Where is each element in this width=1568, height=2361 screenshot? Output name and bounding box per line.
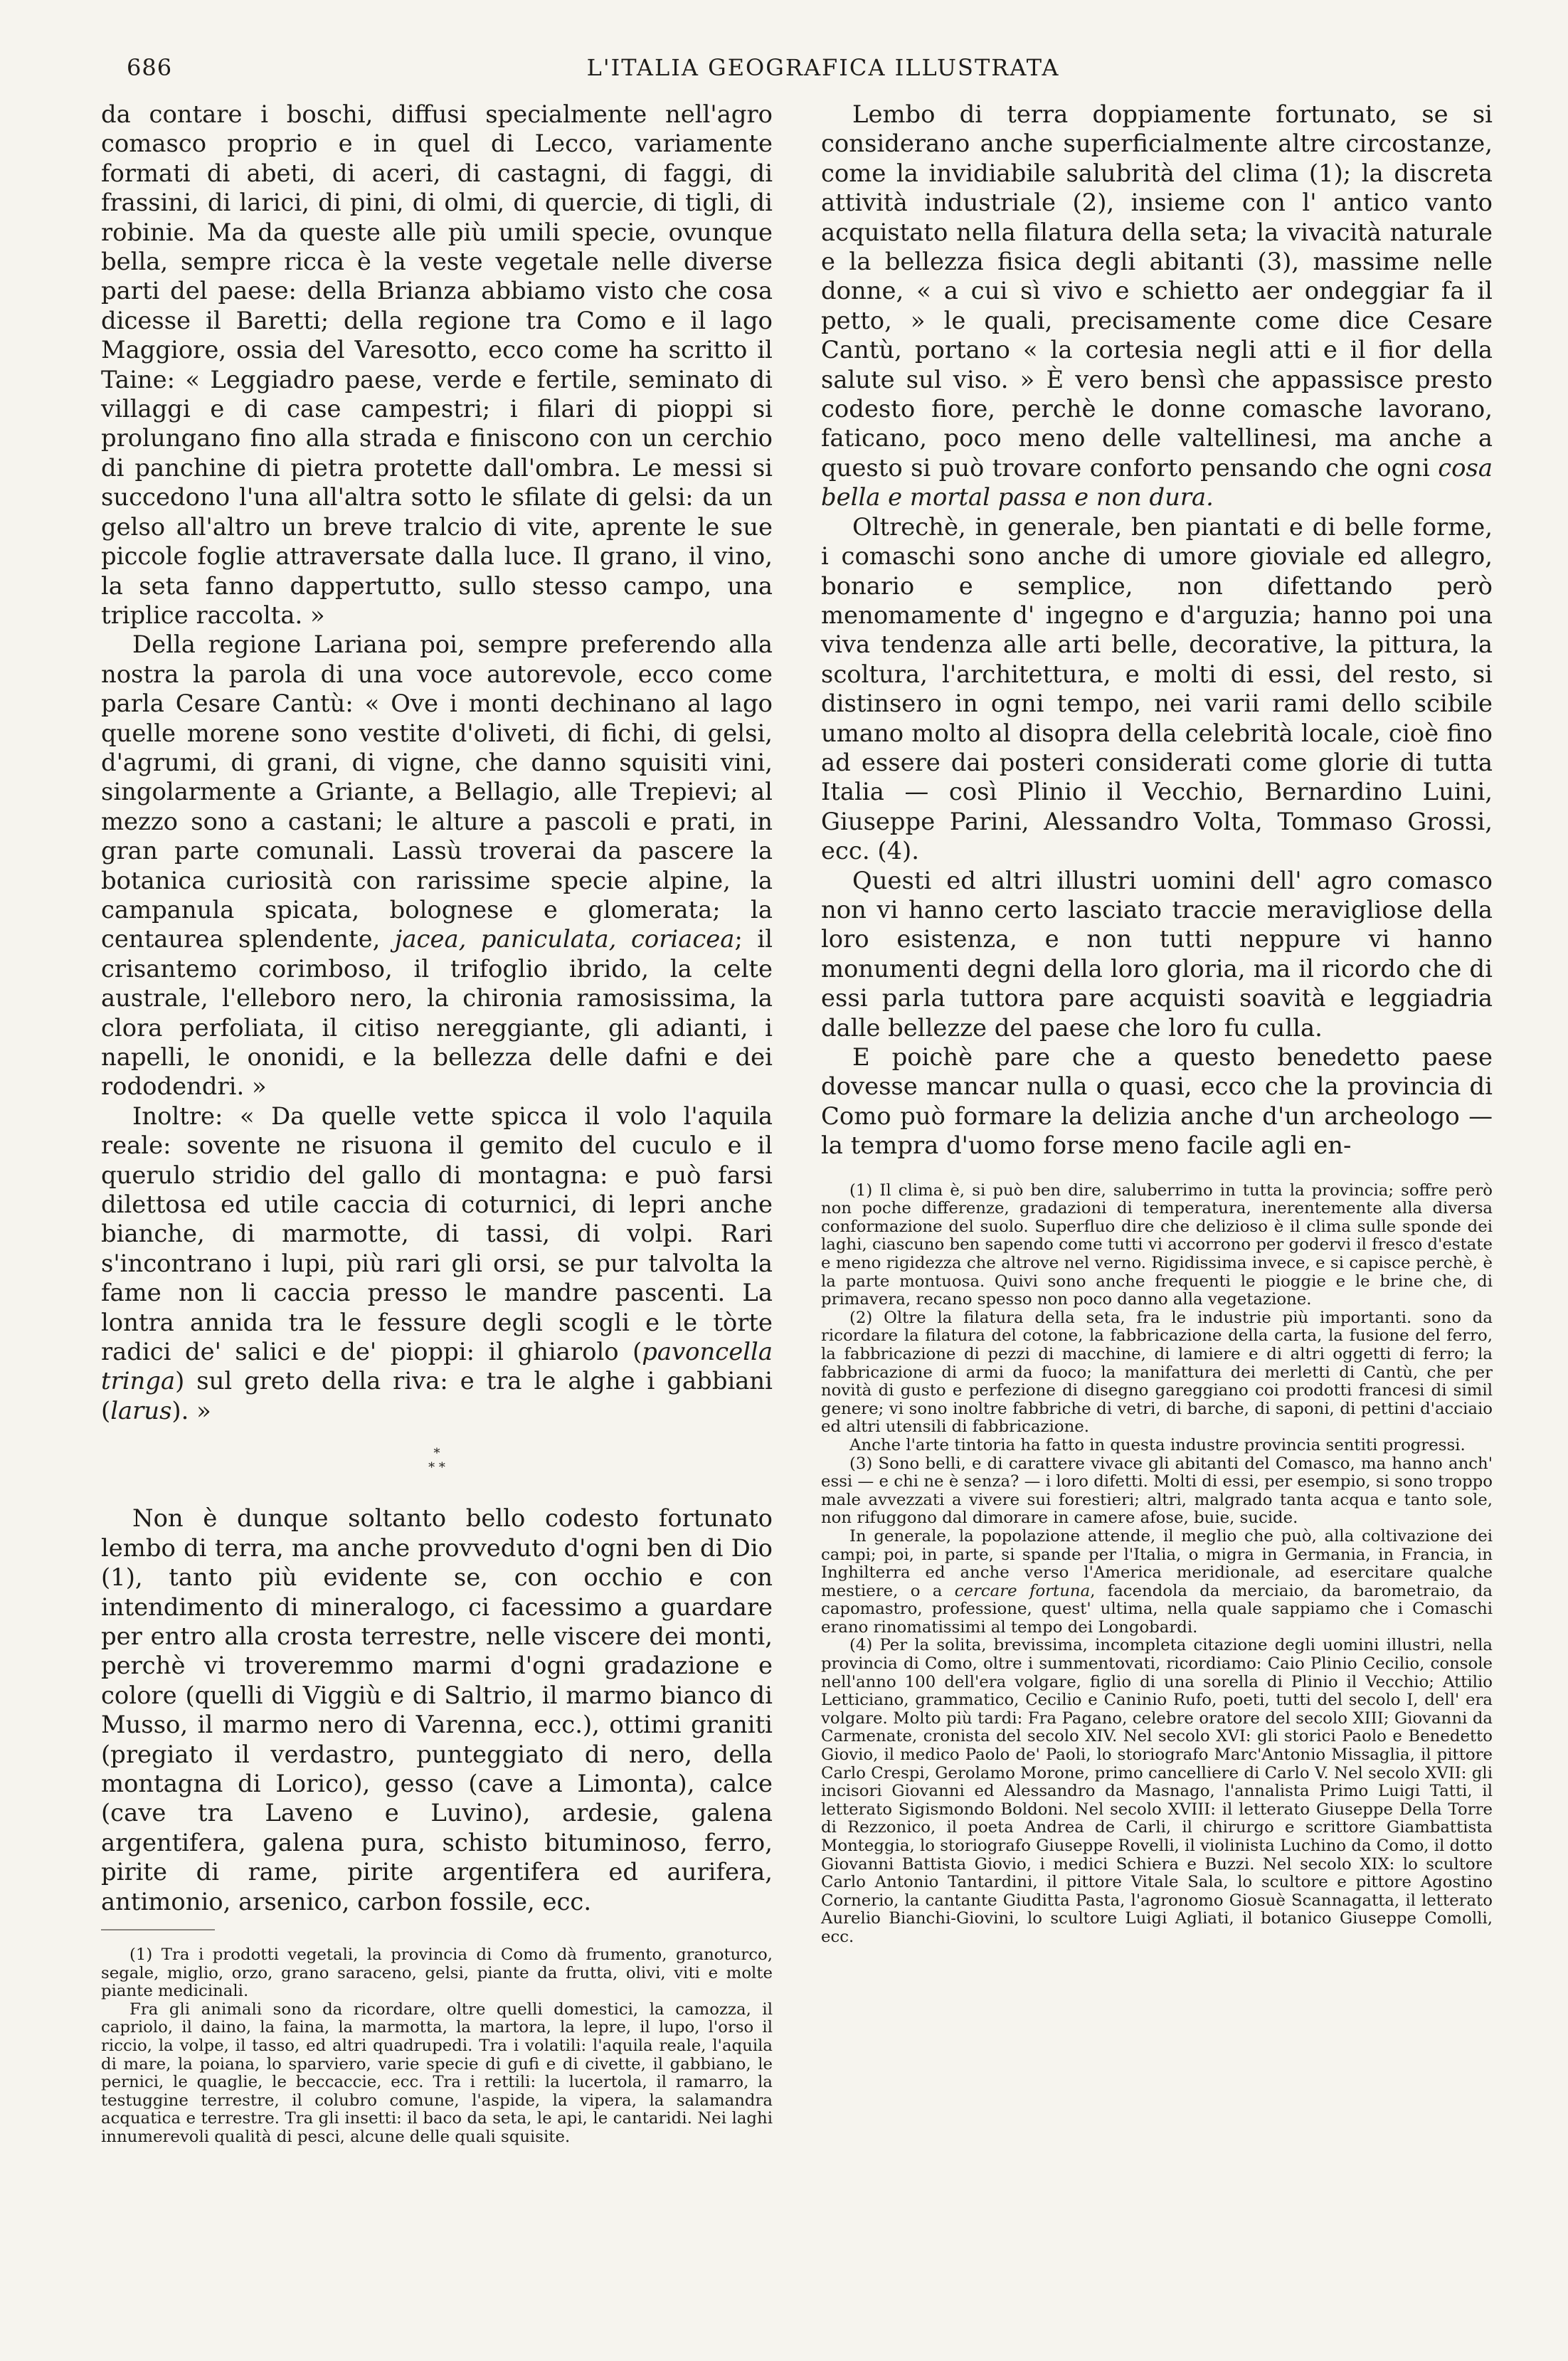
footnote: (2) Oltre la filatura della seta, fra le industrie più importanti. sono da ricordare la filatura del cotone, la fabbricazione della carta, la fusione del ferro, la fabbricazione di pezzi di macchine, di lamiere e di altri oggetti di ferro; la fabbricazione di armi da fuoco; la manifattura dei merletti di Cantù, che per novità di gusto e perfezione di disegno gareggiano coi prodotti francesi di simil genere; vi sono inoltre fabbriche di vetri, di barche, di saponi, di pettini d'acciaio ed altri utensili di fabbricazione. [821, 1308, 1493, 1437]
running-head: L'ITALIA GEOGRAFICA ILLUSTRATA [586, 54, 1060, 81]
page-number: 686 [127, 54, 173, 81]
text-run: Inoltre: « Da quelle vette spicca il volo l'aquila reale: sovente ne risuona il gemito del cuculo e il querulo stridio del gallo di montagna: e può farsi dilettosa ed utile caccia di coturnici, di lepri anche bianche, di marmotte, di tassi, di volpi. Rari s'incontrano i lupi, più rari gli orsi, se pur talvolta la fame non li caccia presso le mandre pascenti. La lontra annida tra le fessure degli scogli e le tòrte radici de' salici e de' pioppi: il ghiarolo ( [101, 1102, 773, 1366]
left-body-text-2 [101, 1504, 773, 1916]
paragraph: Non è dunque soltanto bello codesto fortunato lembo di terra, ma anche provveduto d'ogni ben di Dio (1), tanto più evidente se, con occhio e con intendimento di mineralogo, ci facessimo a guardare per entro alla crosta terrestre, nelle viscere dei monti, perchè vi troveremmo marmi d'ogni gradazione e colore (quelli di Viggiù e di Saltrio, il marmo bianco di Musso, il marmo nero di Varenna, ecc.), ottimi graniti (pregiato il verdastro, punteggiato di nero, della montagna di Lorico), gesso (cave a Limonta), calce (cave tra Laveno e Luvino), ardesie, galena argentifera, galena pura, schisto bituminoso, ferro, pirite di rame, pirite argentifera ed aurifera, antimonio, arsenico, carbon fossile, ecc. [101, 1504, 773, 1916]
footnote: (1) Il clima è, si può ben dire, saluberrimo in tutta la provincia; soffre però non poche differenze, gradazioni di temperatura, inerentemente alla diversa conformazione del suolo. Superfluo dire che delizioso è il clima sulle sponde dei laghi, ciascuno ben sapendo come tutti vi accorrono per godervi il fresco d'estate e meno rigidezza che altrove nel verno. Rigidissima invece, e si capisce perchè, è la parte montuosa. Quivi sono anche frequenti le pioggie e le brine che, di primavera, recano spesso non poco danno alla vegetazione. [821, 1180, 1493, 1309]
paragraph: Questi ed altri illustri uomini dell' agro comasco non vi hanno certo lasciato traccie meravigliose della loro esistenza, e non tutti neppure vi hanno monumenti degni della loro gloria, ma il ricordo che di essi parla tuttora pare acquisti soavità e leggiadria dalle bellezze del paese che loro fu culla. [821, 866, 1493, 1042]
italic-run: cercare fortuna [954, 1581, 1091, 1600]
text-run: ) sul greto della riva: e tra le alghe i gabbiani ( [101, 1367, 773, 1425]
right-footnotes [821, 1182, 1493, 1947]
paragraph: Oltrechè, in generale, ben piantati e di belle forme, i comaschi sono anche di umore gioviale ed allegro, bonario e semplice, non difettando però menomamente d' ingegno e d'arguzia; hanno poi una viva tendenza alle arti belle, decorative, la pittura, la scoltura, l'architettura, e molti di essi, del resto, si distinsero in ogni tempo, nei varii rami dello scibile umano molto al disopra della celebrità locale, cioè fino ad essere dai posteri considerati come glorie di tutta Italia — così Plinio il Vecchio, Bernardino Luini, Giuseppe Parini, Alessandro Volta, Tommaso Grossi, ecc. (4). [821, 512, 1493, 865]
left-column [101, 100, 773, 2147]
footnote: (1) Tra i prodotti vegetali, la provincia di Como dà frumento, granoturco, segale, miglio, orzo, grano saraceno, gelsi, piante da frutta, olivi, viti e molte piante medicinali. [101, 1945, 773, 2001]
footnote: (4) Per la solita, brevissima, incompleta citazione degli uomini illustri, nella provincia di Como, oltre i summentovati, ricordiamo: Caio Plinio Cecilio, console nell'anno 100 dell'era volgare, figlio di una sorella di Plinio il Vecchio; Attilio Letticiano, grammatico, Cecilio e Caninio Rufo, poeti, tutti del secolo I, dell' era volgare. Molto più tardi: Fra Pagano, celebre oratore del secolo XIII; Giovanni da Carmenate, cronista del secolo XIV. Nel secolo XVI: gli storici Paolo e Benedetto Giovio, il medico Paolo de' Paoli, lo storiografo Marc'Antonio Missaglia, il pittore Carlo Crespi, Gerolamo Morone, primo cancelliere di Carlo V. Nel secolo XVII: gli incisori Giovanni ed Alessandro da Masnago, l'annalista Primo Luigi Tatti, il letterato Sigismondo Boldoni. Nel secolo XVIII: il letterato Giuseppe Della Torre di Rezzonico, il poeta Andrea de Carli, il chirurgo e scrittore Giambattista Monteggia, lo storiografo Giuseppe Rovelli, il violinista Luchino da Como, il dotto Giovanni Battista Giovio, i medici Schiera e Buzzi. Nel secolo XIX: lo scultore Carlo Antonio Tantardini, il pittore Vitale Sala, lo scultore e pittore Agostino Cornerio, la cantante Giuditta Pasta, l'agronomo Giosuè Scannagatta, il letterato Aurelio Bianchi-Giovini, lo scultore Luigi Agliati, il botanico Giuseppe Comolli, ecc. [821, 1636, 1493, 1946]
left-body-text [101, 100, 773, 1425]
text-run: ; il crisantemo corimboso, il trifoglio ibrido, la celte australe, l'elleboro nero, la chironia ramosissima, la clora perfoliata, il citiso nereggiante, gli adianti, i napelli, le ononidi, e la bellezza delle dafni e dei rododendri. » [101, 925, 773, 1101]
right-body-text [821, 100, 1493, 1161]
text-run: Della regione Lariana poi, sempre preferendo alla nostra la parola di una voce autorevole, ecco come parla Cesare Cantù: « Ove i monti dechinano al lago quelle morene sono vestite d'oliveti, di fichi, di gelsi, d'agrumi, di grani, di vigne, che danno squisiti vini, singolarmente a Griante, a Bellagio, alle Trepievi; al mezzo sono a castani; le alture a pascoli e prati, in gran parte comunali. Lassù troverai da pascere la botanica curiosità con rarissime specie alpine, la campanula spicata, bolognese e glomerata; la centaurea splendente, [101, 630, 773, 954]
footnote: Anche l'arte tintoria ha fatto in questa industre provincia sentiti progressi. [849, 1435, 1466, 1454]
paragraph: E poichè pare che a questo benedetto paese dovesse mancar nulla o quasi, ecco che la provincia di Como può formare la delizia anche d'un archeologo — la tempra d'uomo forse meno facile agli en- [821, 1043, 1493, 1160]
text-run: Lembo di terra doppiamente fortunato, se si considerano anche superficialmente altre circostanze, come la invidiabile salubrità del clima (1); la discreta attività industriale (2), insieme con l' antico vanto acquistato nella filatura della seta; la vivacità naturale e la bellezza fisica degli abitanti (3), massime nelle donne, « a cui sì vivo e schietto aer ondeggiar fa il petto, » le quali, precisamente come dice Cesare Cantù, portano « la cortesia negli atti e il fior della salute sul viso. » È vero bensì che appassisce presto codesto fiore, perchè le donne comasche lavorano, faticano, poco meno delle valtellinesi, ma anche a questo si può trovare conforto pensando che ogni [821, 100, 1493, 482]
section-asterism: * * * [428, 1446, 445, 1476]
text-run: , facendola da merciaio, da barometraio, da capomastro, professione, quest' ultima, nella quale sappiamo che i Comaschi erano rinomatissimi al tempo dei Longobardi. [821, 1581, 1493, 1637]
footnote-rule [101, 1929, 215, 1930]
italic-run: cosa bella e mortal passa e non dura. [821, 453, 1493, 512]
spacer [821, 1161, 1493, 1182]
paragraph: da contare i boschi, diffusi specialmente nell'agro comasco proprio e in quel di Lecco, variamente formati di abeti, di aceri, di castagni, di faggi, di frassini, di larici, di pini, di olmi, di quercie, di tigli, di robinie. Ma da queste alle più umili specie, ovunque bella, sempre ricca è la veste vegetale nelle diverse parti del paese: della Brianza abbiamo visto che cosa dicesse il Baretti; della regione tra Como e il lago Maggiore, ossia del Varesotto, ecco come ha scritto il Taine: « Leggiadro paese, verde e fertile, seminato di villaggi e di case campestri; i filari di pioppi si prolungano fino alla strada e finiscono con un cerchio di panchine di pietra protette dall'ombra. Le messi si succedono l'una all'altra sotto le sfilate di gelsi: da un gelso all'altro un breve tralcio di vite, aprente le sue piccole foglie attraversate dalla luce. Il grano, il vino, la seta fanno dappertutto, sullo stesso campo, una triplice raccolta. » [101, 100, 773, 629]
footnote: Fra gli animali sono da ricordare, oltre quelli domestici, la camozza, il capriolo, il daino, la faina, la marmotta, la martora, la lepre, il lupo, l'orso il riccio, la volpe, il tasso, ed altri quadrupedi. Tra i volatili: l'aquila reale, l'aquila di mare, la poiana, lo sparviero, varie specie di gufi e di civette, il gabbiano, le pernici, le quaglie, le beccaccie, ecc. Tra i rettili: la lucertola, il ramarro, la testuggine terrestre, il colubro comune, l'aspide, la vipera, la salamandra acquatica e terrestre. Tra gli insetti: il baco da seta, le api, le cantaridi. Nei laghi innumerevoli qualità di pesci, alcune delle quali squisite. [101, 2000, 773, 2146]
footnote [821, 1528, 1493, 1637]
paragraph [101, 1102, 773, 1425]
text-run: ). » [171, 1396, 211, 1425]
paragraph [101, 630, 773, 1102]
text-run: In generale, la popolazione attende, il meglio che può, alla coltivazione dei campi; poi, in parte, si spande per l'Italia, o migra in Germania, in Francia, in Inghilterra ed anche verso l'America meridionale, ad esercitare qualche mestiere, o a [821, 1526, 1493, 1600]
paragraph [821, 100, 1493, 512]
italic-run: pavoncella tringa [101, 1338, 773, 1395]
italic-run: jacea, paniculata, coriacea [394, 925, 735, 954]
left-footnotes [101, 1946, 773, 2147]
footnote: (3) Sono belli, e di carattere vivace gli abitanti del Comasco, ma hanno anch' essi — e chi ne è senza? — i loro difetti. Molti di essi, per esempio, si sono troppo male avvezzati a vivere sui forestieri; altri, malgrado tanta acqua e tanto sole, non rifuggono dal dimorare in camere afose, buie, sucide. [821, 1454, 1493, 1528]
right-column [821, 100, 1493, 1947]
italic-run: larus [110, 1396, 172, 1425]
